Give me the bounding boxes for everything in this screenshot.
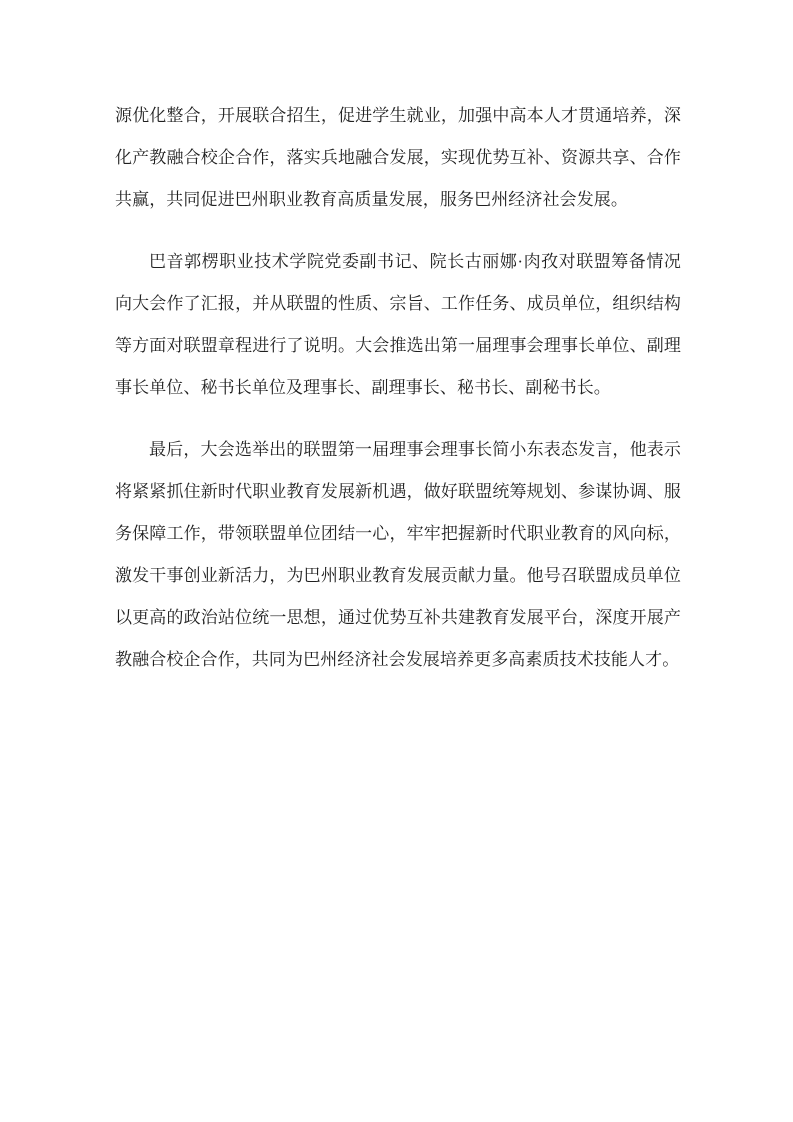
paragraph-closing: 最后，大会选举出的联盟第一届理事会理事长简小东表态发言，他表示将紧紧抓住新时代职业教育发展新机遇，做好联盟统筹规划、参谋协调、服务保障工作，带领联盟单位团结一心，牢牢把握新时代职业教育的风向标，激发干事创业新活力，为巴州职业教育发展贡献力量。他号召联盟成员单位以更高的政治站位统一思想，通过优势互补共建教育发展平台，深度开展产教融合校企合作，共同为巴州经济社会发展培养更多高素质技术技能人才。 bbox=[115, 440, 681, 669]
paragraph-continuation: 源优化整合，开展联合招生，促进学生就业，加强中高本人才贯通培养，深化产教融合校企合作，落实兵地融合发展，实现优势互补、资源共享、合作共赢，共同促进巴州职业教育高质量发展，服务巴州经济社会发展。 bbox=[115, 106, 681, 209]
paragraph-report: 巴音郭楞职业技术学院党委副书记、院长古丽娜·肉孜对联盟筹备情况向大会作了汇报，并从联盟的性质、宗旨、工作任务、成员单位，组织结构等方面对联盟章程进行了说明。大会推选出第一届理事会理事长单位、副理事长单位、秘书长单位及理事长、副理事长、秘书长、副秘书长。 bbox=[115, 252, 681, 397]
